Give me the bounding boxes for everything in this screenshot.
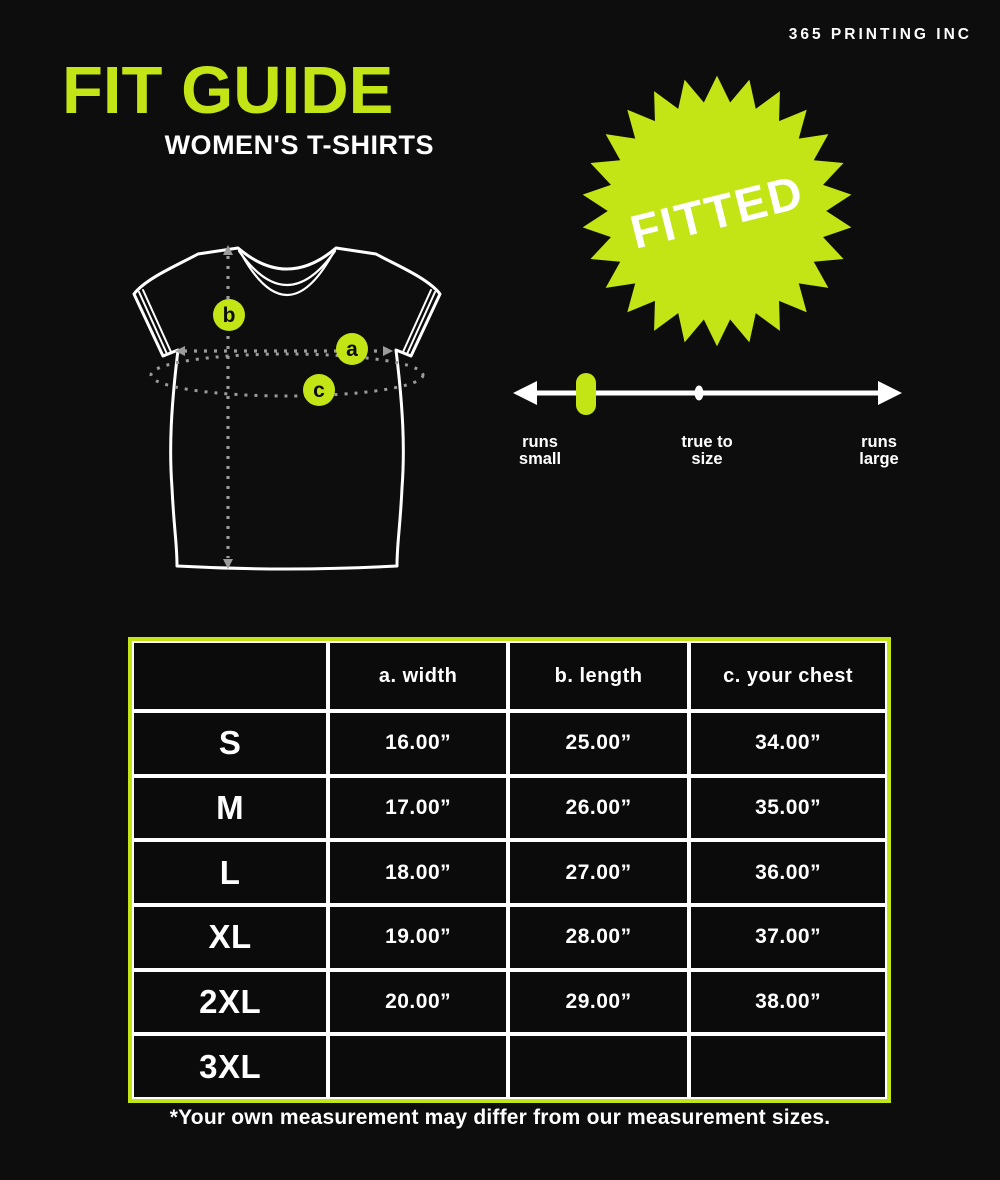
width-arrow-right <box>383 346 393 356</box>
3xl-chest <box>691 1036 885 1097</box>
brand-text: 365 PRINTING INC <box>788 26 972 43</box>
s-length: 25.00” <box>510 713 687 774</box>
fitted-badge-label: FITTED <box>624 163 810 259</box>
measurement-lines <box>151 245 423 569</box>
3xl-length <box>510 1036 687 1097</box>
tshirt-outline-graphic <box>122 238 456 574</box>
xl-length: 28.00” <box>510 907 687 968</box>
fit-scale <box>505 368 910 480</box>
fit-position-marker <box>576 373 596 415</box>
marker-a-label: a <box>346 338 358 361</box>
true-to-size-tick <box>695 386 704 401</box>
scale-label-true-to-size <box>667 434 747 467</box>
size-label-3xl: 3XL <box>134 1036 326 1097</box>
2xl-width: 20.00” <box>330 972 506 1033</box>
2xl-length: 29.00” <box>510 972 687 1033</box>
scale-label-runs-large <box>839 434 919 467</box>
size-table <box>128 637 891 1103</box>
runs-large-line2: large <box>859 449 899 468</box>
l-width: 18.00” <box>330 842 506 903</box>
scale-arrow-right <box>878 381 902 405</box>
runs-large-line1: runs <box>861 433 897 451</box>
table-header-empty <box>134 643 326 709</box>
chest-dotted-ellipse <box>151 354 423 396</box>
size-label-2xl: 2XL <box>134 972 326 1033</box>
scale-arrow-line <box>505 370 910 416</box>
true-to-size-line2: size <box>691 449 723 468</box>
l-length: 27.00” <box>510 842 687 903</box>
s-chest: 34.00” <box>691 713 885 774</box>
true-to-size-line1: true to <box>681 433 733 451</box>
tshirt-outline <box>134 248 440 569</box>
size-label-l: L <box>134 842 326 903</box>
m-length: 26.00” <box>510 778 687 839</box>
m-chest: 35.00” <box>691 778 885 839</box>
3xl-width <box>330 1036 506 1097</box>
size-label-m: M <box>134 778 326 839</box>
m-width: 17.00” <box>330 778 506 839</box>
s-width: 16.00” <box>330 713 506 774</box>
runs-small-line1: runs <box>522 433 558 451</box>
scale-arrow-left <box>513 381 537 405</box>
2xl-chest: 38.00” <box>691 972 885 1033</box>
marker-b-label: b <box>222 304 236 327</box>
runs-small-line2: small <box>518 449 562 468</box>
marker-c-label: c <box>313 379 325 402</box>
table-header-chest: c. your chest <box>691 643 885 709</box>
scale-label-runs-small <box>508 434 572 467</box>
tshirt-diagram <box>122 238 456 574</box>
xl-width: 19.00” <box>330 907 506 968</box>
size-label-xl: XL <box>134 907 326 968</box>
table-header-width: a. width <box>330 643 506 709</box>
title-block <box>62 53 434 161</box>
page-subtitle: WOMEN'S T-SHIRTS <box>164 130 434 161</box>
footnote: *Your own measurement may differ from our measurement sizes. <box>169 1106 831 1129</box>
fitted-badge <box>572 66 862 356</box>
l-chest: 36.00” <box>691 842 885 903</box>
xl-chest: 37.00” <box>691 907 885 968</box>
table-header-length: b. length <box>510 643 687 709</box>
size-label-s: S <box>134 713 326 774</box>
page-title: FIT GUIDE <box>62 53 394 128</box>
